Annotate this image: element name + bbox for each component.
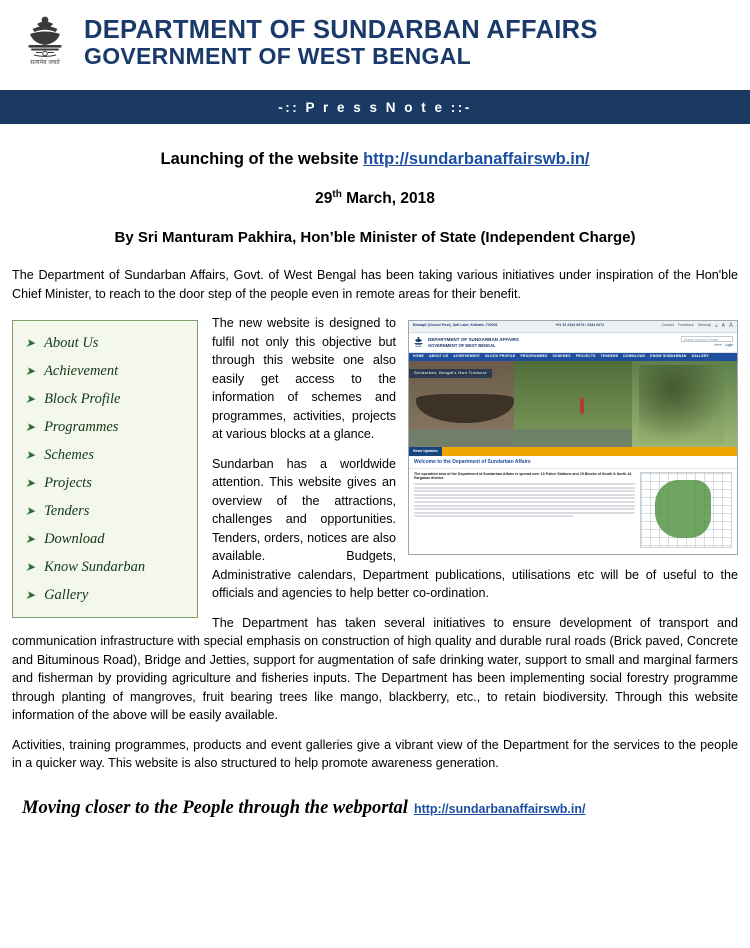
arrow-icon: ➤ (25, 476, 36, 491)
ws-header (409, 333, 737, 353)
paragraph-3: Sundarban has a worldwide attention. This website gives an overview of the attractions, challenges and opportunities. Tenders, orders, notices are also available. Budgets, Administrative calendars, Department publications, utilisations etc will be of useful to the officials and agencies to help better co-ordination. (212, 456, 738, 601)
date-rest: March, 2018 (341, 190, 435, 208)
menu-item-download[interactable] (13, 525, 197, 553)
ws-nav-achievement[interactable]: ACHIEVEMENT (453, 354, 481, 359)
ws-text-line (414, 505, 635, 507)
menu-item-label: About Us (44, 334, 99, 351)
hero-person (580, 398, 584, 414)
ws-address: Biswajit (Closed Post), Salt Lake, Kolkata -700091 (413, 323, 498, 328)
launch-line (0, 150, 750, 169)
paragraph-2: The new website is designed to fulfil not only this objective but through this website one also easily get access to the information of schemes and programmes, activities, projects at various blocks at a glance. (212, 316, 396, 442)
menu-item-about-us[interactable] (13, 329, 197, 357)
ws-map-image (640, 472, 732, 548)
date-suffix: th (332, 189, 342, 200)
ws-contact-link[interactable]: Contact (661, 323, 674, 328)
menu-item-know-sundarban[interactable] (13, 553, 197, 581)
ws-news-label: News Updates (409, 447, 442, 456)
ws-text-line (414, 483, 635, 485)
page-header (0, 0, 750, 80)
hero-tree (639, 365, 724, 444)
ws-nav-tenders[interactable]: TENDERS (600, 354, 619, 359)
arrow-icon: ➤ (25, 420, 36, 435)
website-link[interactable]: http://sundarbanaffairswb.in/ (363, 150, 590, 168)
ws-navbar[interactable] (409, 353, 737, 362)
ws-nav-download[interactable]: DOWNLOAD (623, 354, 646, 359)
title-block (0, 150, 750, 246)
ws-feedback-link[interactable]: Feedback (677, 323, 694, 328)
arrow-icon: ➤ (25, 504, 36, 519)
arrow-icon: ➤ (25, 588, 36, 603)
ws-news-ticker (409, 447, 737, 456)
menu-item-projects[interactable] (13, 469, 197, 497)
ws-hero-banner (409, 361, 737, 447)
website-menu-box (12, 320, 198, 618)
menu-item-tenders[interactable] (13, 497, 197, 525)
government-title: GOVERNMENT OF WEST BENGAL (84, 43, 471, 70)
menu-item-label: Gallery (44, 586, 89, 603)
footer-website-link[interactable]: http://sundarbanaffairswb.in/ (413, 801, 586, 816)
ws-nav-schemes[interactable]: SCHEMES (552, 354, 571, 359)
ws-welcome-heading: Welcome to the Department of Sundarban Affairs (409, 456, 737, 469)
ws-text-line (414, 494, 635, 496)
ws-sitemap-link[interactable]: Sitemap (697, 323, 711, 328)
menu-item-label: Programmes (44, 418, 119, 435)
header-titles (84, 16, 598, 70)
footer-tagline: Moving closer to the People through the webportal (22, 797, 408, 818)
ws-main-content (409, 469, 737, 554)
ws-title-line1: DEPARTMENT OF SUNDARBAN AFFAIRS (428, 336, 519, 342)
ws-phone: +91 33 2334 6670 / 2334 6672 (555, 323, 605, 328)
arrow-icon: ➤ (25, 392, 36, 407)
national-emblem-icon (18, 12, 72, 74)
svg-text:सत्यमेव जयते: सत्यमेव जयते (30, 59, 60, 66)
arrow-icon: ➤ (25, 560, 36, 575)
font-size-small-button[interactable]: A (714, 323, 718, 329)
ws-nav-gallery[interactable]: GALLERY (691, 354, 709, 359)
arrow-icon: ➤ (25, 364, 36, 379)
footer (0, 784, 750, 819)
department-title: DEPARTMENT OF SUNDARBAN AFFAIRS (84, 15, 598, 44)
menu-item-block-profile[interactable] (13, 385, 197, 413)
ws-emblem-icon (413, 336, 424, 349)
date-line (0, 189, 750, 208)
menu-item-label: Schemes (44, 446, 94, 463)
ws-topbar (409, 321, 737, 333)
date-day: 29 (315, 190, 333, 208)
menu-item-label: Projects (44, 474, 92, 491)
font-size-large-button[interactable]: A (728, 323, 733, 330)
ws-search-input[interactable]: Search Keyword Phrase (681, 336, 733, 342)
ws-login-button[interactable]: Login (724, 343, 733, 348)
ws-nav-block-profile[interactable]: BLOCK PROFILE (485, 354, 516, 359)
map-region (655, 480, 711, 538)
ws-topbar-links[interactable] (662, 323, 733, 330)
menu-item-label: Achievement (44, 362, 119, 379)
hero-ribbon-text: Sundarban, Bengal's Own Treasure (409, 369, 492, 377)
ws-site-title (428, 337, 519, 348)
ws-text-line (414, 497, 635, 499)
website-mock (409, 321, 737, 554)
ws-search-area (681, 336, 733, 348)
ws-article-heading: The operation area of the Department of Sundarban Affairs is spread over 13 Police Stations and 19 Blocks of South & North 24 Parganas district. (414, 471, 632, 481)
ws-nav-know-sundarban[interactable]: KNOW SUNDARBAN (650, 354, 687, 359)
ws-text-line (414, 501, 635, 503)
launch-prefix: Launching of the website (160, 150, 364, 168)
menu-item-label: Know Sundarban (44, 558, 146, 575)
paragraph-1: The Department of Sundarban Affairs, Govt. of West Bengal has been taking various initiatives under inspiration of the Hon'ble Chief Minister, to reach to the door step of the people even in remote areas for their benefit. (12, 268, 738, 301)
body-content (0, 266, 750, 773)
arrow-icon: ➤ (25, 336, 36, 351)
ws-nav-about-us[interactable]: ABOUT US (428, 354, 449, 359)
hero-water (409, 429, 632, 448)
menu-item-schemes[interactable] (13, 441, 197, 469)
menu-item-programmes[interactable] (13, 413, 197, 441)
arrow-icon: ➤ (25, 448, 36, 463)
ws-header-buttons (714, 344, 733, 348)
ws-text-line (414, 508, 635, 510)
ws-text-line (414, 512, 635, 514)
ws-nav-programmes[interactable]: PROGRAMMES (520, 354, 548, 359)
ws-text-line (414, 487, 635, 489)
press-note-bar: -:: P r e s s N o t e ::- (0, 90, 750, 124)
ws-text-line (414, 490, 635, 492)
paragraph-5: Activities, training programmes, products and event galleries give a vibrant view of the Department for the services to the people in a quicker way. This website is also structured to help promote awareness generation. (12, 737, 738, 771)
website-screenshot (408, 320, 738, 555)
arrow-icon: ➤ (25, 532, 36, 547)
ws-nav-projects[interactable]: PROJECTS (575, 354, 596, 359)
ws-text-line (414, 515, 573, 517)
ws-language-button[interactable]: বাংলা (713, 343, 722, 348)
menu-item-label: Download (44, 530, 105, 547)
paragraph-4: The Department has taken several initiatives to ensure development of transport and communication infrastructure with special emphasis on construction of high quality and durable rural roads (Brick paved, Concrete and Bituminous Road), Bridge and Jetties, support for augmentation of safe drinking water, support to small and marginal farmers and fisherman by providing agriculture and fisheries inputs. The Department has been implementing social forestry programme through planting of mangroves, fruit bearing trees like mango, blackberry, etc., to retain biodiversity. Through this website information of the above will be easily available. (12, 615, 738, 723)
menu-item-label: Block Profile (44, 390, 121, 407)
ws-nav-home[interactable]: HOME (413, 354, 424, 359)
byline: By Sri Manturam Pakhira, Hon’ble Minister of State (Independent Charge) (114, 229, 636, 247)
menu-item-gallery[interactable] (13, 581, 197, 609)
ws-article (414, 472, 635, 548)
font-size-medium-button[interactable]: A (721, 322, 725, 329)
ws-title-line2: GOVERNMENT OF WEST BENGAL (428, 342, 496, 348)
menu-item-achievement[interactable] (13, 357, 197, 385)
menu-item-label: Tenders (44, 502, 90, 519)
